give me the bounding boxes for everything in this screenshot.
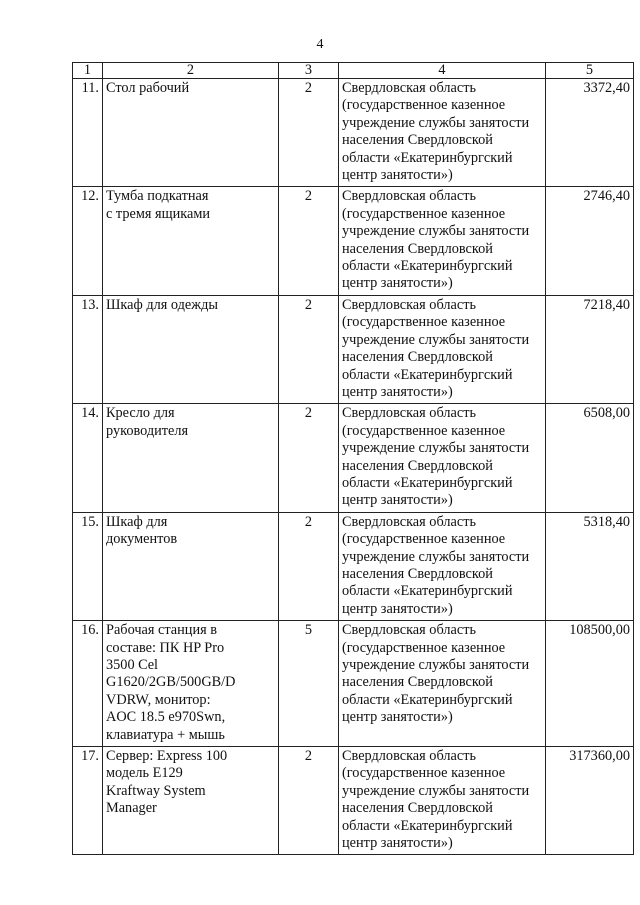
item-name: Шкаф для одежды [103,295,279,403]
item-holder: Свердловская область (государственное казенное учреждение службы занятости населения Свердловской области «Екатеринбургский центр занятости») [339,295,546,403]
item-quantity: 2 [279,512,339,620]
item-holder: Свердловская область (государственное казенное учреждение службы занятости населения Свердловской области «Екатеринбургский центр занятости») [339,621,546,747]
item-quantity: 2 [279,187,339,295]
item-quantity: 2 [279,79,339,187]
table-row [73,621,634,747]
table-row [73,79,634,187]
item-name: Стол рабочий [103,79,279,187]
table-row [73,187,634,295]
header-cell-2: 2 [103,63,279,79]
row-number: 16. [73,621,103,747]
item-price: 2746,40 [546,187,634,295]
header-cell-1: 1 [73,63,103,79]
row-number: 17. [73,747,103,855]
item-price: 5318,40 [546,512,634,620]
item-price: 317360,00 [546,747,634,855]
table-row [73,512,634,620]
table-row [73,747,634,855]
row-number: 15. [73,512,103,620]
item-quantity: 2 [279,295,339,403]
item-quantity: 5 [279,621,339,747]
item-name: Кресло для руководителя [103,404,279,512]
item-holder: Свердловская область (государственное казенное учреждение службы занятости населения Свердловской области «Екатеринбургский центр занятости») [339,512,546,620]
header-cell-3: 3 [279,63,339,79]
table-header-row [73,63,634,79]
item-name: Рабочая станция в составе: ПК HP Pro 3500 Cel G1620/2GB/500GB/D VDRW, монитор: AOC 18.5 e970Swn, клавиатура + мышь [103,621,279,747]
item-name: Тумба подкатная с тремя ящиками [103,187,279,295]
header-cell-4: 4 [339,63,546,79]
item-holder: Свердловская область (государственное казенное учреждение службы занятости населения Свердловской области «Екатеринбургский центр занятости») [339,79,546,187]
item-name: Шкаф для документов [103,512,279,620]
item-price: 3372,40 [546,79,634,187]
table-row [73,404,634,512]
item-holder: Свердловская область (государственное казенное учреждение службы занятости населения Свердловской области «Екатеринбургский центр занятости») [339,404,546,512]
item-holder: Свердловская область (государственное казенное учреждение службы занятости населения Свердловской области «Екатеринбургский центр занятости») [339,747,546,855]
property-table [72,62,634,855]
page-number: 4 [316,37,324,52]
row-number: 11. [73,79,103,187]
item-holder: Свердловская область (государственное казенное учреждение службы занятости населения Свердловской области «Екатеринбургский центр занятости») [339,187,546,295]
header-cell-5: 5 [546,63,634,79]
row-number: 13. [73,295,103,403]
row-number: 12. [73,187,103,295]
item-price: 6508,00 [546,404,634,512]
item-price: 7218,40 [546,295,634,403]
item-quantity: 2 [279,404,339,512]
row-number: 14. [73,404,103,512]
item-quantity: 2 [279,747,339,855]
item-name: Сервер: Express 100 модель E129 Kraftway System Manager [103,747,279,855]
item-price: 108500,00 [546,621,634,747]
table-row [73,295,634,403]
